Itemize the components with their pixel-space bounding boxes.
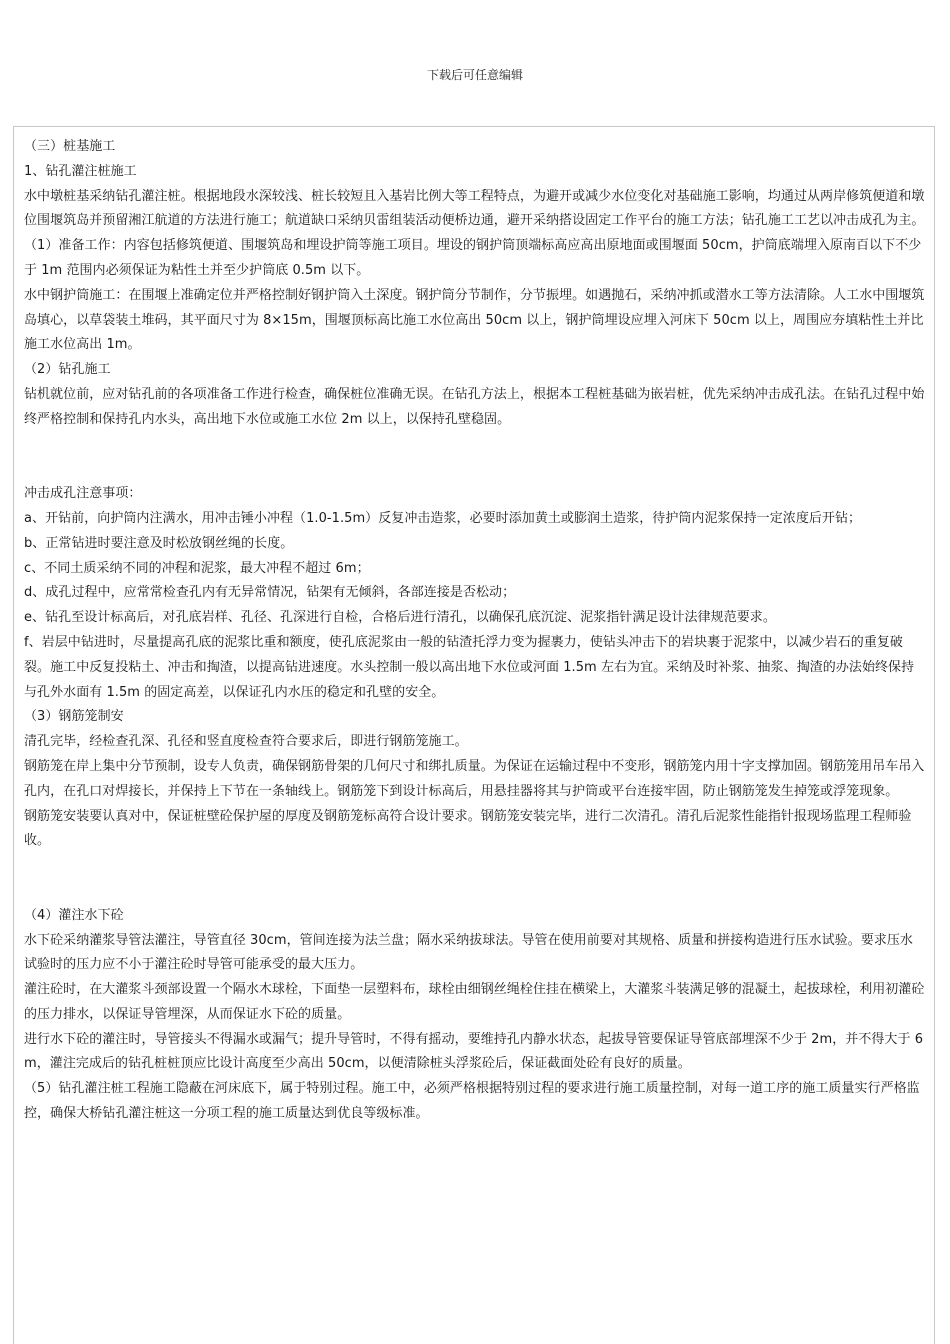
pour-title: （4）灌注水下砼 [24, 907, 124, 923]
note-item-d: d、成孔过程中，应常常检查孔内有无异常情况，钻架有无倾斜，各部连接是否松动； [24, 585, 516, 601]
cage-paragraph-1: 清孔完毕，经检查孔深、孔径和竖直度检查符合要求后，即进行钢筋笼施工。 [24, 734, 468, 750]
note-item-f: f、岩层中钻进时，尽量提高孔底的泥浆比重和额度，使孔底泥浆由一般的钻渣托浮力变为握裹力，使钻头冲击下的岩块裹于泥浆中，以减少岩石的重复破裂。施工中反复投粘土、冲击和掏渣，以提高钻进速度。水头控制一般以高出地下水位或河面 1.5m 左右为宜。采纳及时补浆、抽浆、掏渣的办法始终保持与孔外水面有 1.5m 的固定高差，以保证孔内水压的稳定和孔壁的安全。 [24, 634, 915, 700]
cage-paragraph-3: 钢筋笼安装要认真对中，保证桩壁砼保护屋的厚度及钢筋笼标高符合设计要求。钢筋笼安装完毕，进行二次清孔。清孔后泥浆性能指针报现场监理工程师验收。 [24, 808, 912, 849]
casing-paragraph: 水中钢护筒施工：在围堰上准确定位并严格控制好钢护筒入土深度。钢护筒分节制作，分节振埋。如遇抛石，采纳冲抓或潜水工等方法清除。人工水中围堰筑岛填心，以草袋装土堆码，其平面尺寸为 8×15m，围堰顶标高比施工水位高出 50cm 以上，钢护筒埋设应埋入河床下 50cm 以上，周围应夯填粘性土并比施工水位高出 1m。 [24, 287, 925, 353]
spacer [24, 433, 926, 483]
cage-title: （3）钢筋笼制安 [24, 709, 124, 725]
pour-paragraph-1: 水下砼采纳灌浆导管法灌注，导管直径 30cm，管间连接为法兰盘；隔水采纳拔球法。导管在使用前要对其规格、质量和拼接构造进行压水试验。要求压水试验时的压力应不小于灌注砼时导管可能承受的最大压力。 [24, 932, 913, 973]
note-item-a: a、开钻前，向护筒内注满水，用冲击锤小冲程（1.0-1.5m）反复冲击造浆，必要时添加黄土或膨润土造浆，待护筒内泥浆保持一定浓度后开钻； [24, 510, 862, 526]
section-title: （三）桩基施工 [24, 139, 116, 154]
intro-paragraph: 水中墩桩基采纳钻孔灌注桩。根据地段水深较浅、桩长较短且入基岩比例大等工程特点，为避开或减少水位变化对基础施工影响，均通过从两岸修筑便道和墩位围堰筑岛并预留湘江航道的方法进行施工；航道缺口采纳贝雷组装活动便桥边通，避开采纳搭设固定工作平台的施工方法；钻孔施工工艺以冲击成孔为主。 [24, 188, 925, 229]
note-item-b: b、正常钻进时要注意及时松放钢丝绳的长度。 [24, 535, 294, 551]
notes-title: 冲击成孔注意事项： [24, 486, 142, 502]
note-item-c: c、不同土质采纳不同的冲程和泥浆，最大冲程不超过 6m； [24, 560, 370, 576]
note-item-e: e、钻孔至设计标高后，对孔底岩样、孔径、孔深进行自检，合格后进行清孔，以确保孔底沉淀、泥浆指针满足设计法律规范要求。 [24, 610, 776, 626]
prep-paragraph: （1）准备工作：内容包括修筑便道、围堰筑岛和埋设护筒等施工项目。埋设的钢护筒顶端标高应高出原地面或围堰面 50cm，护筒底端埋入原南百以下不少于 1m 范围内必须保证为粘性土并至少护筒底 0.5m 以下。 [24, 238, 922, 278]
quality-paragraph: （5）钻孔灌注桩工程施工隐蔽在河床底下，属于特别过程。施工中，必须严格根据特别过程的要求进行施工质量控制，对每一道工序的施工质量实行严格监控，确保大桥钻孔灌注桩这一分项工程的施工质量达到优良等级标准。 [24, 1081, 920, 1122]
document-body [24, 135, 926, 1127]
spacer [24, 854, 926, 904]
pour-paragraph-3: 进行水下砼的灌注时，导管接头不得漏水或漏气；提升导管时，不得有摇动，要维持孔内静水状态，起拔导管要保证导管底部埋深不少于 2m，并不得大于 6m，灌注完成后的钻孔桩桩顶应比设计高度至少高出 50cm，以便清除桩头浮浆砼后，保证截面处砼有良好的质量。 [24, 1031, 924, 1072]
drilling-paragraph: 钻机就位前，应对钻孔前的各项准备工作进行检查，确保桩位准确无误。在钻孔方法上，根据本工程桩基础为嵌岩桩，优先采纳冲击成孔法。在钻孔过程中始终严格控制和保持孔内水头，高出地下水位或施工水位 2m 以上，以保持孔壁稳固。 [24, 386, 925, 427]
cage-paragraph-2: 钢筋笼在岸上集中分节预制，设专人负责，确保钢筋骨架的几何尺寸和绑扎质量。为保证在运输过程中不变形，钢筋笼内用十字支撑加固。钢筋笼用吊车吊入孔内，在孔口对焊接长，并保持上下节在一条轴线上。钢筋笼下到设计标高后，用悬挂器将其与护筒或平台连接牢固，防止钢筋笼发生掉笼或浮笼现象。 [24, 758, 925, 799]
header-note: 下载后可任意编辑 [426, 68, 523, 82]
subsection-title: 1、钻孔灌注桩施工 [24, 163, 137, 179]
drilling-title: （2）钻孔施工 [24, 362, 111, 378]
pour-paragraph-2: 灌注砼时，在大灌浆斗颈部设置一个隔水木球栓，下面垫一层塑料布，球栓由细钢丝绳栓住挂在横梁上，大灌浆斗装满足够的混凝土，起拔球栓，利用初灌砼的压力排水，以保证导管埋深，从而保证水下砼的质量。 [24, 982, 925, 1022]
